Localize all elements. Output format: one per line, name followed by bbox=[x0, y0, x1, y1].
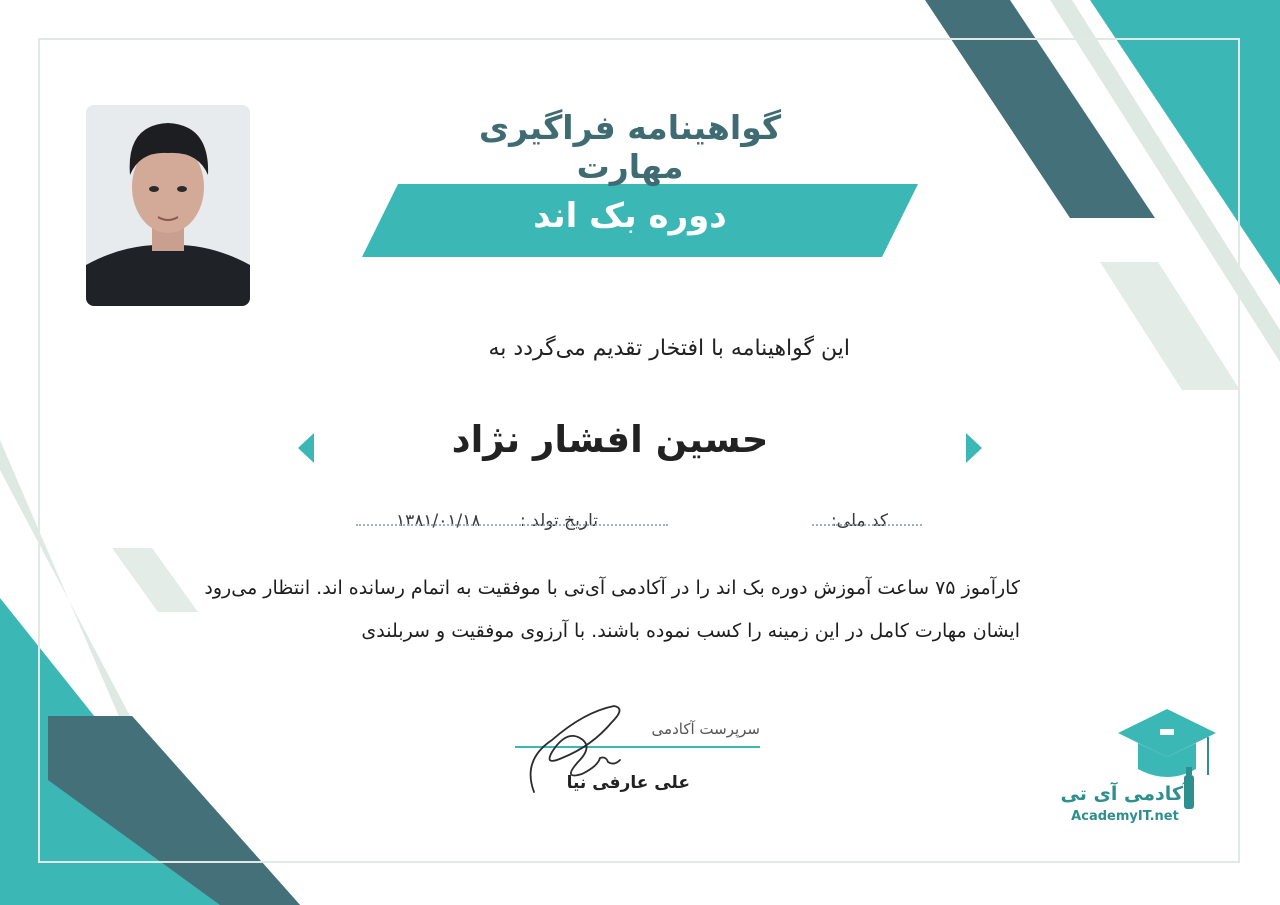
birth-date-dots bbox=[356, 524, 668, 526]
signature-name: علی عارفی نیا bbox=[566, 773, 690, 793]
national-code-dots bbox=[812, 524, 922, 526]
national-code-label: کد ملی: bbox=[830, 511, 888, 531]
logo-url: AcademyIT.net bbox=[1071, 809, 1179, 824]
course-badge: دوره بک اند bbox=[533, 196, 727, 236]
recipient-photo bbox=[86, 105, 250, 306]
birth-date-value: ۱۳۸۱/۰۱/۱۸ bbox=[396, 511, 481, 531]
certificate-title: گواهینامه فراگیری مهارت bbox=[478, 108, 782, 186]
graduation-cap-icon bbox=[1112, 703, 1222, 823]
logo-name: آکادمی آی تی bbox=[1060, 783, 1190, 805]
signature-role: سرپرست آکادمی bbox=[651, 720, 760, 738]
body-line-2: ایشان مهارت کامل در این زمینه را کسب نموده باشند. با آرزوی موفقیت و سربلندی bbox=[361, 620, 1020, 642]
body-line-1: کارآموز ۷۵ ساعت آموزش دوره بک اند را در آکادمی آی‌تی با موفقیت به اتمام رسانده اند. انتظار می‌رود bbox=[204, 577, 1020, 599]
recipient-name: حسین افشار نژاد bbox=[451, 418, 769, 461]
certificate-body bbox=[200, 567, 1020, 653]
birth-date-label: تاریخ تولد : bbox=[520, 511, 598, 531]
presented-line: این گواهینامه با افتخار تقدیم می‌گردد به bbox=[488, 336, 850, 361]
